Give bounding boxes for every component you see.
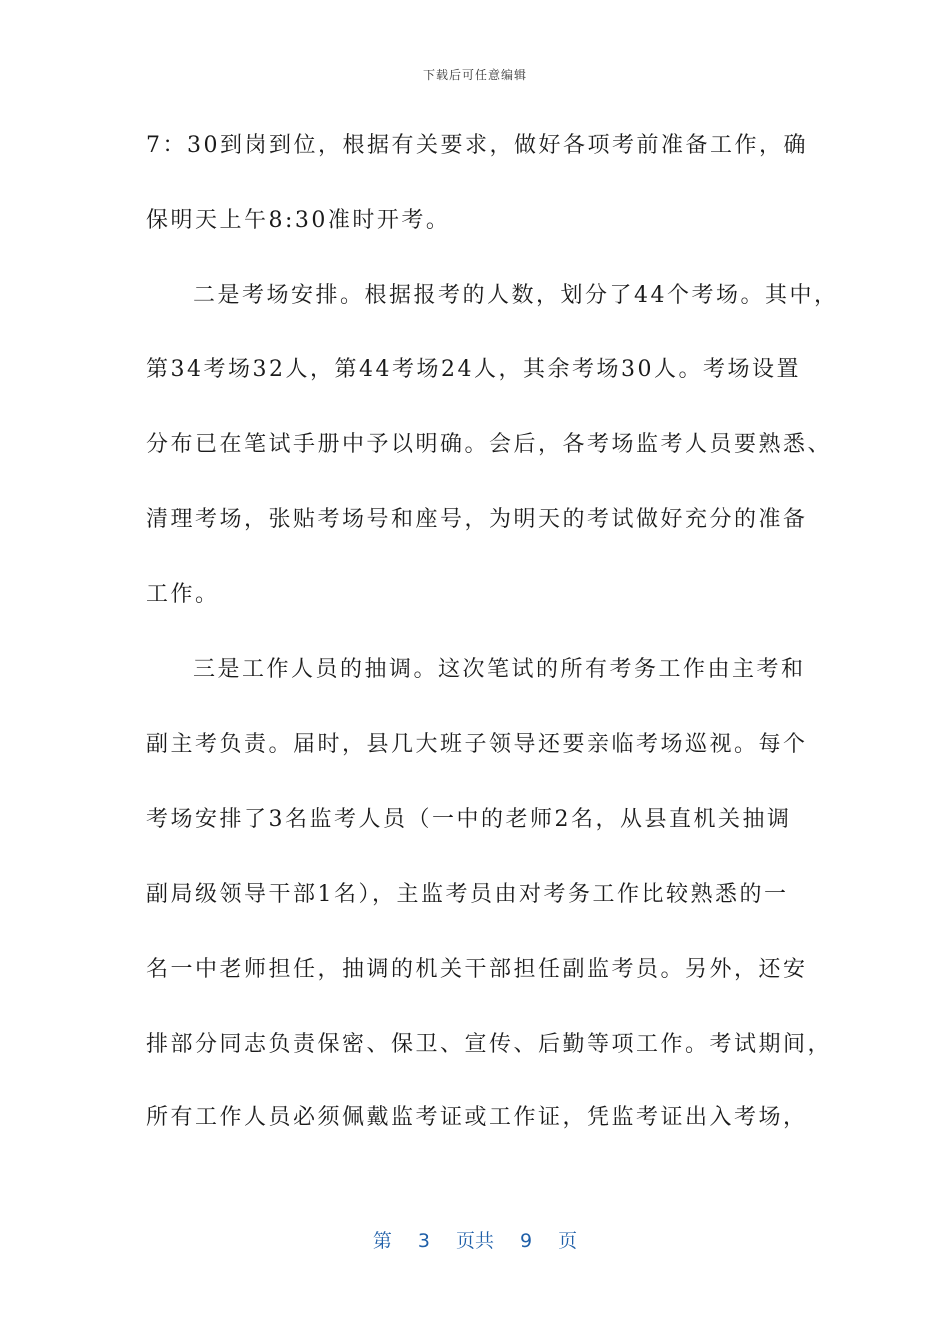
body-line: 所有工作人员必须佩戴监考证或工作证，凭监考证出入考场， <box>146 1105 808 1130</box>
paragraph-start-line: 二是考场安排。根据报考的人数，划分了44个考场。其中， <box>193 283 839 308</box>
footer-prefix: 第 <box>372 1230 392 1252</box>
body-line: 分布已在笔试手册中予以明确。会后，各考场监考人员要熟悉、 <box>146 432 833 457</box>
body-line: 保明天上午8:30准时开考。 <box>146 208 451 233</box>
total-pages-number: 9 <box>520 1230 533 1252</box>
body-line: 7：30到岗到位，根据有关要求，做好各项考前准备工作，确 <box>146 133 808 158</box>
current-page-number: 3 <box>417 1230 430 1252</box>
footer-middle: 页共 <box>455 1230 494 1252</box>
body-line: 名一中老师担任，抽调的机关干部担任副监考员。另外，还安 <box>146 957 808 982</box>
body-line: 考场安排了3名监考人员（一中的老师2名，从县直机关抽调 <box>146 807 792 832</box>
body-line: 第34考场32人，第44考场24人，其余考场30人。考场设置 <box>146 357 801 382</box>
body-line: 清理考场，张贴考场号和座号，为明天的考试做好充分的准备 <box>146 507 808 532</box>
paragraph-start-line: 三是工作人员的抽调。这次笔试的所有考务工作由主考和 <box>193 657 806 682</box>
body-line: 工作。 <box>146 582 220 607</box>
body-line: 排部分同志负责保密、保卫、宣传、后勤等项工作。考试期间， <box>146 1032 833 1057</box>
footer-suffix: 页 <box>558 1230 578 1252</box>
page-header: 下载后可任意编辑 <box>422 68 527 82</box>
body-line: 副主考负责。届时，县几大班子领导还要亲临考场巡视。每个 <box>146 732 808 757</box>
body-line: 副局级领导干部1名），主监考员由对考务工作比较熟悉的一 <box>146 882 789 907</box>
page-footer <box>0 1226 950 1253</box>
